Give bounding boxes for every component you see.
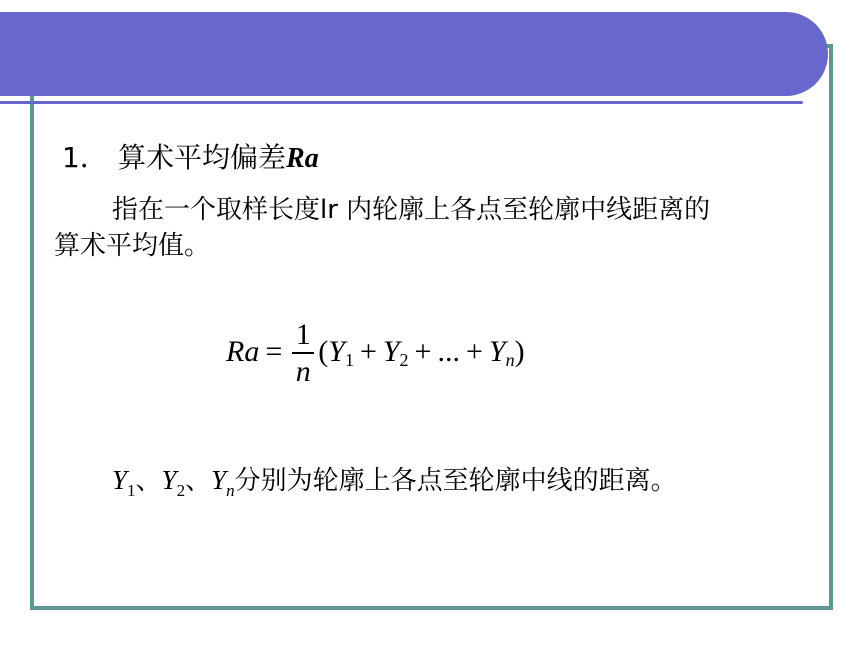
- formula-close-paren: ): [514, 335, 525, 368]
- note-sep-2: 、: [185, 466, 212, 496]
- note-sep-1: 、: [135, 466, 162, 496]
- formula-fraction: [292, 318, 314, 390]
- formula-y1: Y: [328, 335, 345, 368]
- formula-open-paren: (: [318, 335, 329, 368]
- definition-text: [54, 192, 774, 264]
- note-text: 分别为轮廓上各点至轮廓中线的距离。: [234, 466, 677, 496]
- banner-underline: [0, 101, 803, 104]
- heading-symbol: Ra: [286, 143, 319, 174]
- fraction-numerator: 1: [295, 318, 311, 352]
- formula-equals: =: [265, 335, 283, 368]
- note-sub-2: 2: [176, 481, 186, 500]
- formula-plus-3: +: [465, 335, 483, 368]
- formula-yn: Y: [488, 335, 506, 368]
- definition-line-2: 算术平均值。: [54, 231, 211, 261]
- section-heading: [62, 138, 319, 179]
- formula-ellipsis: ...: [437, 335, 460, 368]
- note-sub-1: 1: [127, 481, 136, 500]
- note-y1: Y: [112, 465, 128, 495]
- heading-title: 算术平均偏差: [118, 141, 287, 174]
- heading-number: 1．: [62, 141, 108, 174]
- note-yn: Y: [211, 465, 227, 495]
- formula-plus-2: +: [414, 335, 432, 368]
- formula-sub-n: n: [505, 349, 515, 370]
- formula-sub-1: 1: [344, 349, 354, 370]
- fraction-denominator: n: [295, 354, 311, 388]
- definition-line-1: 指在一个取样长度lr 内轮廓上各点至轮廓中线距离的: [112, 195, 711, 225]
- title-banner: [0, 12, 828, 96]
- ra-formula: [226, 312, 525, 392]
- note-sub-n: n: [226, 481, 235, 500]
- formula-y2: Y: [382, 335, 400, 368]
- formula-plus-1: +: [359, 335, 377, 368]
- variable-note: [112, 462, 677, 502]
- formula-lhs: Ra: [226, 335, 260, 368]
- note-y2: Y: [161, 465, 177, 495]
- formula-sub-2: 2: [399, 349, 409, 370]
